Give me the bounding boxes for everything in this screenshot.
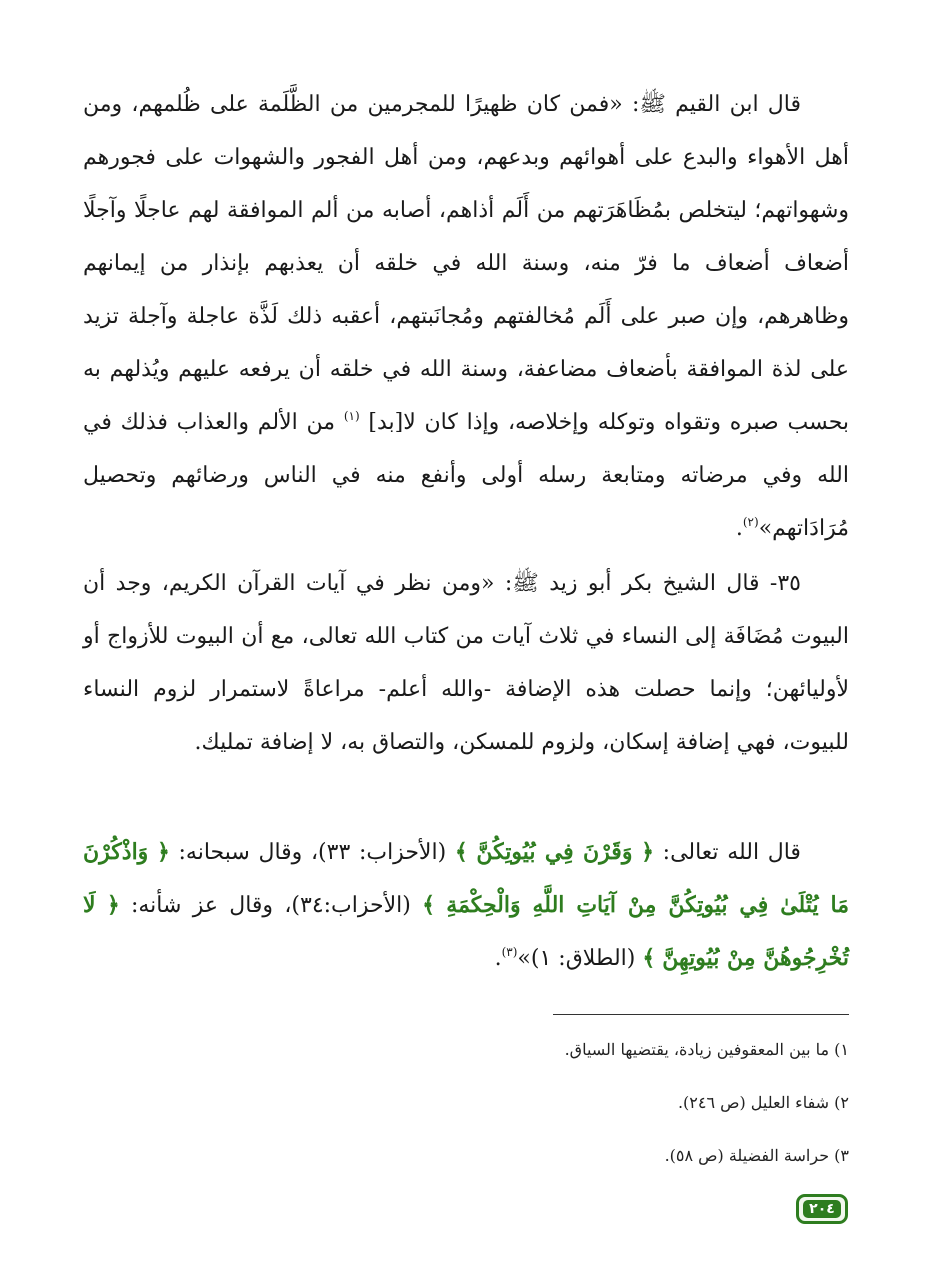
paragraph-text: قال ابن القيم ﷺ: «فمن كان ظهيرًا للمجرمين من الظَّلَمة على ظُلمهم، ومن أهل الأهواء والبدع على أهوائهم وبدعهم، ومن أهل الفجور والشهوات على فجورهم وشهواتهم؛ ليتخلص بمُظَاهَرَتهم من أَلَم أذاهم، أصابه من ألم الموافقة لهم عاجلًا وآجلًا أضعاف أضعاف ما فرّ منه، وسنة الله في خلقه أن يعذبهم بإنذار من إيمانهم وظاهرهم، وإن صبر على أَلَم مُخالفتهم ومُجانَبتهم، أعقبه ذلك لَذَّة عاجلة وآجلة تزيد على لذة الموافقة بأضعاف مضاعفة، وسنة الله في خلقه أن يرفعه عليهم ويُذلهم به بحسب صبره وتقواه وتوكله وإخلاصه، وإذا كان لا[بد]	[83, 92, 850, 435]
footnote: ١) ما بين المعقوفين زيادة، يقتضيها السياق.	[564, 1040, 849, 1059]
paragraph-end: .	[735, 516, 743, 541]
quran-bracket-open: ﴿	[156, 839, 170, 865]
quran-bracket-open: ﴿	[641, 839, 654, 865]
paragraph-end: .	[494, 946, 502, 971]
footnote: ٢) شفاء العليل (ص ٢٤٦).	[677, 1093, 849, 1112]
verse-reference: (الأحزاب: ٣٣)، وقال سبحانه:	[178, 840, 447, 865]
paragraph-text: ٣٥- قال الشيخ بكر أبو زيد ﷺ: «ومن نظر في آيات القرآن الكريم، وجد أن البيوت مُضَافَة إلى النساء في ثلاث آيات من كتاب الله تعالى، مع أن البيوت للأزواج أو لأوليائهن؛ وإنما حصلت هذه الإضافة -والله أعلم- مراعاةً لاستمرار لزوم النساء للبيوت، فهي إضافة إسكان، ولزوم للمسكن، والتصاق به، لا إضافة تمليك.	[83, 571, 849, 755]
footnote-divider	[553, 1014, 849, 1015]
quran-bracket-close: ﴾	[454, 839, 468, 865]
quran-verse: وَقَرْنَ فِي بُيُوتِكُنَّ	[476, 839, 633, 865]
paragraph-text: وقال عز شأنه:	[130, 893, 274, 918]
quran-bracket-close: ﴾	[642, 945, 656, 971]
body-paragraph	[83, 78, 849, 555]
footnote-marker: (٢)	[742, 515, 759, 529]
paragraph-text: قال الله تعالى:	[662, 840, 801, 865]
body-paragraph	[83, 826, 849, 985]
paragraph-text: من الألم والعذاب فذلك في الله وفي مرضاته ومتابعة رسله أولى وأنفع منه في الناس ورضائهم وتحصيل مُرَادَاتهم»	[83, 410, 849, 541]
page-number-badge	[796, 1194, 848, 1224]
quran-bracket-open: ﴿	[106, 892, 120, 918]
verse-reference: (الأحزاب:٣٤)،	[284, 893, 411, 918]
quran-verse: لَا تُخْرِجُوهُنَّ مِنْ بُيُوتِهِنَّ	[83, 892, 849, 971]
footnote-marker: (١)	[343, 409, 360, 423]
page-number: ٢٠٤	[803, 1200, 841, 1218]
footnote-marker: (٣)	[501, 945, 518, 959]
body-paragraph	[83, 557, 849, 769]
quran-verse: وَاذْكُرْنَ مَا يُتْلَىٰ فِي بُيُوتِكُنَّ مِنْ آيَاتِ اللَّهِ وَالْحِكْمَةِ	[83, 839, 849, 918]
quran-bracket-close: ﴾	[422, 892, 436, 918]
footnote: ٣) حراسة الفضيلة (ص ٥٨).	[664, 1146, 849, 1165]
verse-reference: (الطلاق: ١)»	[517, 946, 636, 971]
